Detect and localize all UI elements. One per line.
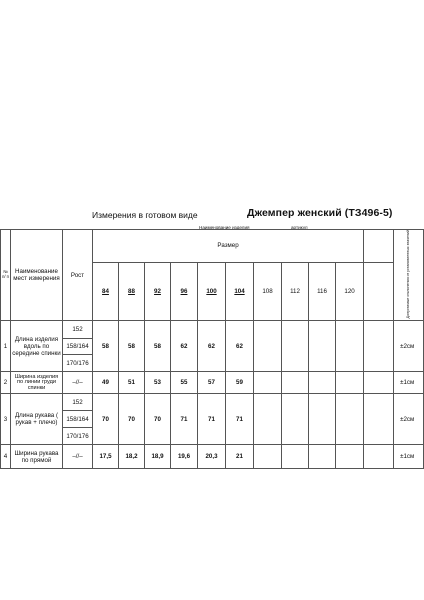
value-cell (336, 321, 364, 372)
value-cell (254, 372, 282, 394)
value-cell (336, 372, 364, 394)
value-cell: 55 (171, 372, 198, 394)
size-header-cell: 100 (198, 262, 226, 321)
size-header-cell: 112 (282, 262, 309, 321)
height-cell: 170/176 (63, 428, 93, 445)
value-cell: 62 (198, 321, 226, 372)
value-cell: 17,5 (93, 445, 119, 469)
size-header-cell: 120 (336, 262, 364, 321)
tolerance-cell: ±1см (394, 445, 424, 469)
value-cell: 71 (198, 394, 226, 445)
row-number: 4 (1, 445, 11, 469)
value-cell: 58 (145, 321, 171, 372)
article-label: артикул (291, 225, 308, 230)
size-header-cell: 96 (171, 262, 198, 321)
col-header-size: Размер (93, 230, 364, 263)
size-header-cell: 84 (93, 262, 119, 321)
measurement-name: Длина рукава ( рукав + плечо) (11, 394, 63, 445)
measurement-name: Ширина изделия по линии груди спинки (11, 372, 63, 394)
value-cell: 57 (198, 372, 226, 394)
value-cell: 71 (226, 394, 254, 445)
value-cell (282, 445, 309, 469)
value-cell: 70 (145, 394, 171, 445)
value-cell (254, 394, 282, 445)
value-cell: 18,9 (145, 445, 171, 469)
value-cell (254, 445, 282, 469)
product-title: Джемпер женский (ТЗ496-5) (247, 207, 393, 219)
value-cell: 20,3 (198, 445, 226, 469)
product-name-label: Наименование изделия (199, 225, 250, 230)
value-cell: 70 (93, 394, 119, 445)
value-cell: 58 (93, 321, 119, 372)
value-cell (309, 394, 336, 445)
value-cell: 21 (226, 445, 254, 469)
value-cell: 62 (226, 321, 254, 372)
size-header-cell: 104 (226, 262, 254, 321)
height-cell: 170/176 (63, 355, 93, 372)
value-cell: 71 (171, 394, 198, 445)
size-header-cell: 116 (309, 262, 336, 321)
col-header-tolerance: Допустимые отклонения от установленных значений (394, 230, 424, 321)
height-cell: –//– (63, 445, 93, 469)
measurement-name: Ширина рукава по прямой (11, 445, 63, 469)
value-cell (309, 445, 336, 469)
tolerance-cell: ±2см (394, 394, 424, 445)
measurement-name: Длина изделия вдоль по середине спинки (11, 321, 63, 372)
value-cell: 62 (171, 321, 198, 372)
row-number: 3 (1, 394, 11, 445)
page-title: Измерения в готовом виде (92, 210, 198, 220)
value-cell: 58 (119, 321, 145, 372)
height-cell: 152 (63, 321, 93, 339)
value-cell: 49 (93, 372, 119, 394)
row-number: 2 (1, 372, 11, 394)
height-cell: –//– (63, 372, 93, 394)
value-cell (336, 394, 364, 445)
row-number: 1 (1, 321, 11, 372)
size-header-cell: 108 (254, 262, 282, 321)
value-cell (309, 372, 336, 394)
value-cell: 51 (119, 372, 145, 394)
height-cell: 152 (63, 394, 93, 411)
col-header-height: Рост (63, 230, 93, 321)
col-header-blank (364, 230, 394, 263)
size-header-cell: 92 (145, 262, 171, 321)
measurements-table (0, 229, 424, 469)
value-cell (336, 445, 364, 469)
tolerance-cell: ±2см (394, 321, 424, 372)
value-cell (282, 394, 309, 445)
size-header-cell: 88 (119, 262, 145, 321)
value-cell: 59 (226, 372, 254, 394)
value-cell (309, 321, 336, 372)
height-cell: 158/164 (63, 411, 93, 428)
value-cell (282, 321, 309, 372)
col-header-number: № п/ п (1, 230, 11, 321)
value-cell: 18,2 (119, 445, 145, 469)
tolerance-cell: ±1см (394, 372, 424, 394)
value-cell: 19,6 (171, 445, 198, 469)
col-header-name: Наименование мест измерения (11, 230, 63, 321)
value-cell (254, 321, 282, 372)
value-cell: 70 (119, 394, 145, 445)
value-cell: 53 (145, 372, 171, 394)
value-cell (282, 372, 309, 394)
height-cell: 158/164 (63, 339, 93, 355)
